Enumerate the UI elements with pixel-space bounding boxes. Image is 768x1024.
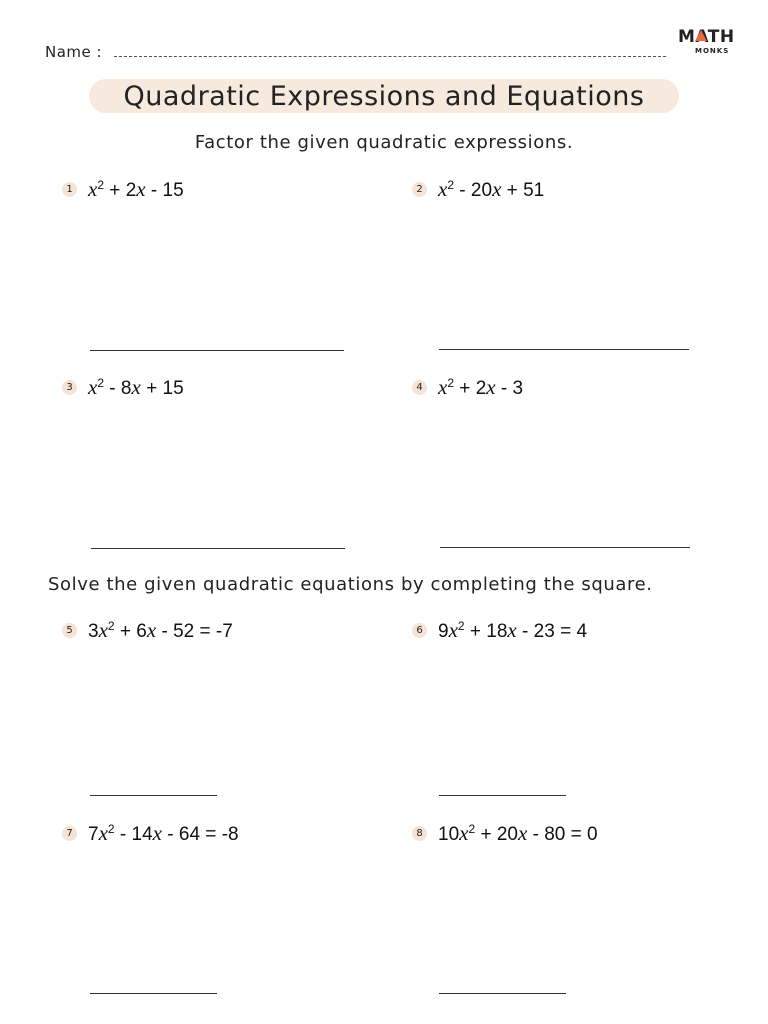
logo-subtext: MONKS	[695, 47, 730, 55]
problem-number-badge: 2	[412, 182, 427, 197]
problem-number-badge: 5	[62, 623, 77, 638]
answer-line-2[interactable]	[439, 349, 689, 350]
problem-expression: $9x^2 + 18x - 23 = 4$	[438, 618, 588, 642]
problem-4	[412, 375, 523, 400]
problem-5	[62, 618, 233, 643]
problem-6	[412, 618, 587, 643]
problem-expression: $x^2 + 2x - 3$	[438, 375, 524, 399]
logo-text: MATH	[678, 27, 735, 47]
problem-expression: $x^2 - 8x + 15$	[88, 375, 184, 399]
problem-number-badge: 7	[62, 826, 77, 841]
answer-line-1[interactable]	[90, 350, 344, 351]
problem-number-badge: 6	[412, 623, 427, 638]
answer-line-4[interactable]	[440, 547, 690, 548]
name-label: Name :	[45, 43, 103, 61]
problem-number-badge: 8	[412, 826, 427, 841]
worksheet-title: Quadratic Expressions and Equations	[89, 79, 679, 113]
answer-line-8[interactable]	[439, 993, 566, 994]
problem-number-badge: 1	[62, 182, 77, 197]
answer-line-5[interactable]	[90, 795, 217, 796]
problem-expression: $7x^2 - 14x - 64 = -8$	[88, 821, 239, 845]
problem-expression: $x^2 + 2x - 15$	[88, 177, 184, 201]
problem-7	[62, 821, 239, 846]
answer-line-7[interactable]	[90, 993, 217, 994]
answer-line-6[interactable]	[439, 795, 566, 796]
logo-triangle-icon	[695, 30, 707, 41]
problem-number-badge: 3	[62, 380, 77, 395]
problem-1	[62, 177, 184, 202]
problem-expression: $3x^2 + 6x - 52 = -7$	[88, 618, 233, 642]
problem-number-badge: 4	[412, 380, 427, 395]
problem-8	[412, 821, 598, 846]
section-1-instruction: Factor the given quadratic expressions.	[194, 132, 574, 153]
math-monks-logo	[678, 27, 740, 57]
section-2-instruction: Solve the given quadratic equations by completing the square.	[48, 574, 653, 595]
problem-3	[62, 375, 184, 400]
answer-line-3[interactable]	[91, 548, 345, 549]
problem-2	[412, 177, 544, 202]
problem-expression: $x^2 - 20x + 51$	[438, 177, 545, 201]
name-input-line[interactable]	[114, 56, 666, 57]
problem-expression: $10x^2 + 20x - 80 = 0$	[438, 821, 598, 845]
